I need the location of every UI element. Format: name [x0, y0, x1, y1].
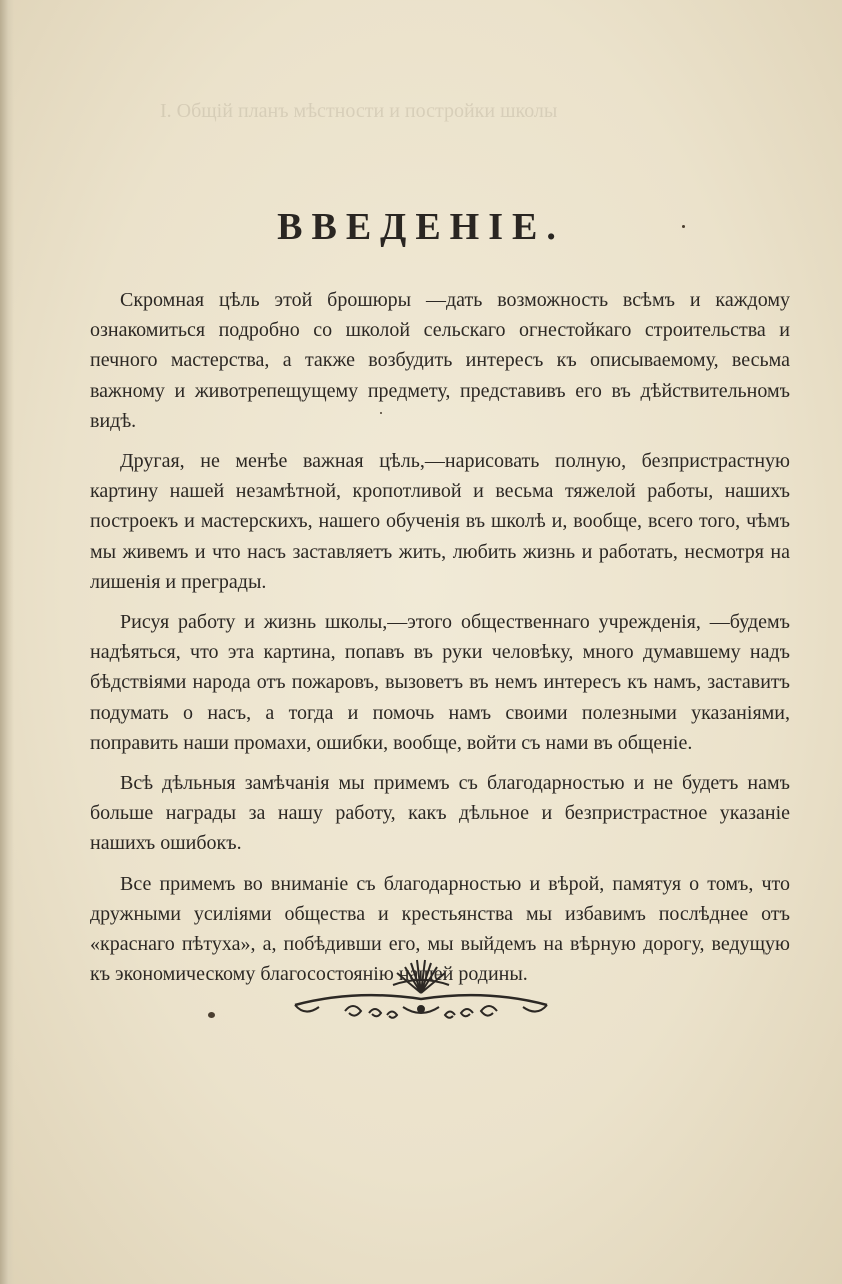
paragraph: Всѣ дѣльныя замѣчанiя мы примемъ съ благодарностью и не будетъ намъ больше награды за нашу работу, какъ дѣльное и безпристрастное указанiе нашихъ ошибокъ.	[90, 772, 790, 855]
paragraph: Рисуя работу и жизнь школы,—этого общественнаго учрежденiя, —будемъ надѣяться, что эта картина, попавъ въ руки человѣку, много думавшему надъ бѣдствiями народа отъ пожаровъ, вызоветъ въ немъ интересъ къ намъ, заставитъ подумать о насъ, а тогда и помочь намъ своими полезными указанiями, поправить наши промахи, ошибки, вообще, войти съ нами въ общенiе.	[90, 611, 790, 754]
paragraph: Скромная цѣль этой брошюры —дать возможность всѣмъ и каждому ознакомиться подробно со школой сельскаго огнестойкаго строительства и печного мастерства, а также возбудить интересъ къ описываемому, весьма важному и животрепещущему предмету, представивъ его въ дѣйствительномъ видѣ.	[90, 289, 790, 432]
decorative-ornament-icon	[285, 955, 557, 1045]
paragraph: Все примемъ во вниманiе съ благодарностью и вѣрой, памятуя о томъ, что дружными усилiями общества и крестьянства мы избавимъ послѣднее отъ «краснаго пѣтуха», а, побѣдивши его, мы выйдемъ на вѣрную дорогу, ведущую къ экономическому благосостоянiю нашей родины.	[90, 872, 790, 986]
ink-speck	[682, 225, 685, 228]
ink-speck	[208, 1012, 215, 1018]
body-text	[90, 285, 790, 999]
ink-speck	[380, 412, 382, 414]
page-binding-edge	[0, 0, 14, 1284]
bleed-through-text: I. Общiй планъ мѣстности и постройки школы	[160, 100, 558, 122]
paragraph: Другая, не менѣе важная цѣль,—нарисовать полную, безпристрастную картину нашей незамѣтной, кропотливой и весьма тяжелой работы, нашихъ построекъ и мастерскихъ, нашего обученiя въ школѣ и, вообще, всего того, чѣмъ мы живемъ и что насъ заставляетъ жить, любить жизнь и работать, несмотря на лишенiя и преграды.	[90, 450, 790, 593]
chapter-title: ВВЕДЕНIЕ.	[277, 206, 565, 248]
